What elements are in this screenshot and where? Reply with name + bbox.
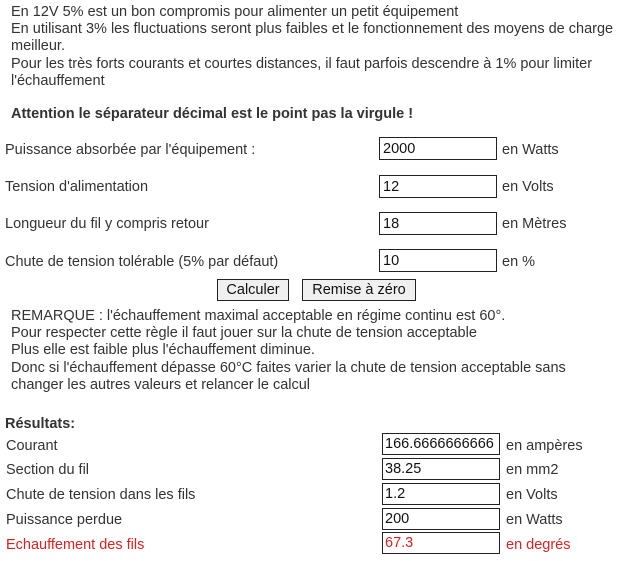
power-unit: en Watts (502, 142, 559, 158)
remark-line: Plus elle est faible plus l'échauffement diminue. (11, 342, 315, 359)
wire-length-unit: en Mètres (502, 216, 567, 232)
intro-line: En 12V 5% est un bon compromis pour alimenter un petit équipement (11, 4, 459, 20)
power-label: Puissance absorbée par l'équipement : (5, 142, 256, 158)
wire-voltage-drop-label: Chute de tension dans les fils (6, 487, 196, 503)
wire-heating-label: Echauffement des fils (6, 537, 145, 553)
voltage-input[interactable] (379, 175, 497, 198)
calculate-button[interactable]: Calculer (217, 279, 289, 301)
voltage-unit: en Volts (502, 179, 554, 195)
wire-section-output: 38.25 (382, 458, 500, 480)
power-loss-label: Puissance perdue (6, 512, 123, 528)
intro-line: Pour les très forts courants et courtes distances, il faut parfois descendre à 1% pour limiter l'échauffement (11, 55, 593, 89)
voltage-drop-unit: en % (502, 254, 536, 270)
current-label: Courant (6, 438, 58, 454)
wire-heating-output: 67.3 (382, 532, 500, 554)
remark-text (11, 308, 621, 394)
wire-section-unit: en mm2 (506, 462, 559, 478)
current-output: 166.6666666666 (382, 433, 500, 455)
wire-section-label: Section du fil (6, 462, 90, 478)
wire-length-label: Longueur du fil y compris retour (5, 216, 209, 232)
remark-line: Pour respecter cette règle il faut jouer sur la chute de tension acceptable (11, 325, 477, 342)
intro-line: En utilisant 3% les fluctuations seront plus faibles et le fonctionnement des moyens de charge meilleur. (11, 21, 614, 55)
voltage-drop-input[interactable] (379, 249, 497, 272)
reset-button[interactable]: Remise à zéro (302, 279, 416, 301)
remark-line: Donc si l'échauffement dépasse 60°C faites varier la chute de tension acceptable sans changer les autres valeurs et relancer le calcul (11, 359, 566, 393)
power-input[interactable] (379, 137, 497, 160)
decimal-separator-warning: Attention le séparateur décimal est le point pas la virgule ! (11, 106, 414, 122)
voltage-drop-label: Chute de tension tolérable (5% par défaut) (5, 254, 279, 270)
wire-voltage-drop-output: 1.2 (382, 483, 500, 505)
wire-voltage-drop-unit: en Volts (506, 487, 558, 503)
intro-text (11, 4, 621, 90)
remark-line: REMARQUE : l'échauffement maximal acceptable en régime continu est 60°. (11, 308, 506, 324)
current-unit: en ampères (506, 438, 583, 454)
power-loss-unit: en Watts (506, 512, 563, 528)
power-loss-output: 200 (382, 508, 500, 530)
wire-length-input[interactable] (379, 212, 497, 235)
results-title: Résultats: (5, 416, 76, 432)
wire-heating-unit: en degrés (506, 537, 571, 553)
voltage-label: Tension d'alimentation (5, 179, 149, 195)
